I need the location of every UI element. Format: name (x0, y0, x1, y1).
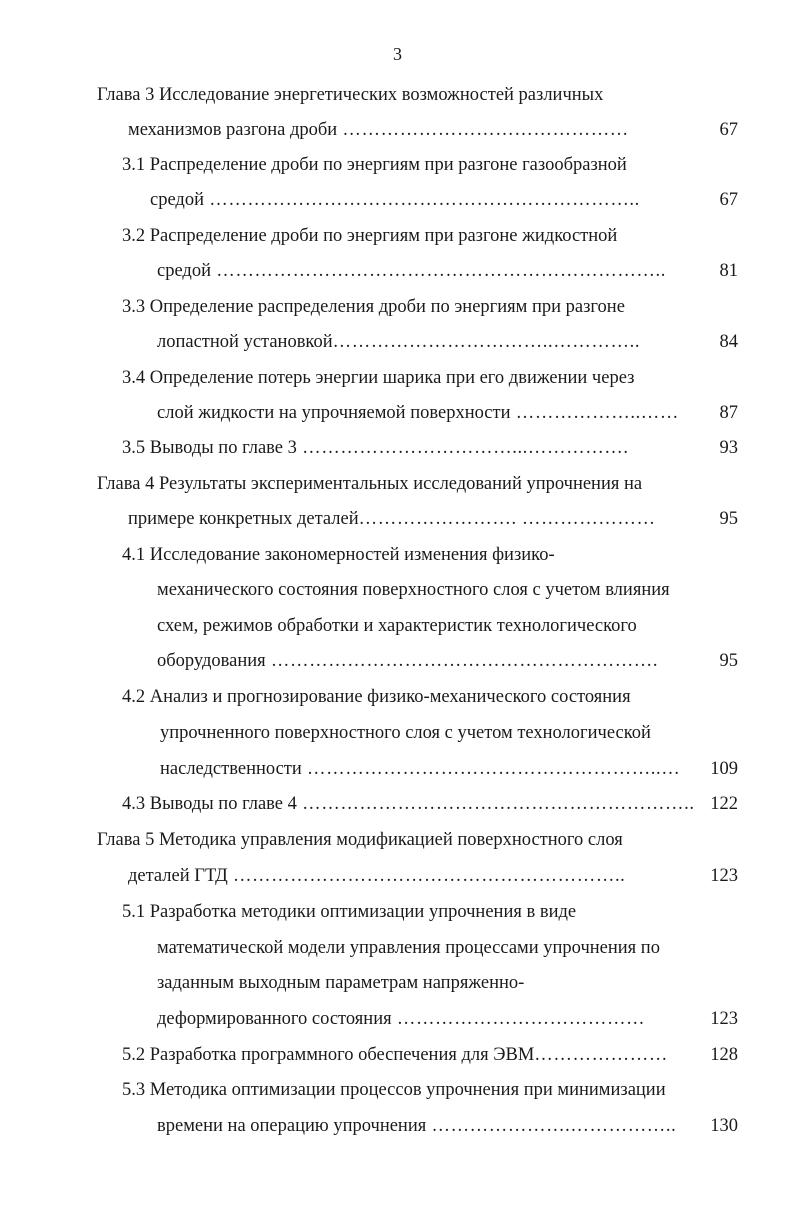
toc-leader-dots: ………………………………… (391, 1009, 646, 1029)
toc-entry-continuation (157, 259, 666, 283)
toc-entry-continuation (160, 757, 680, 781)
toc-leader-dots: …………………………………………………………….. (211, 261, 666, 281)
toc-entry-title (122, 224, 617, 248)
toc-entry-text: Глава 4 Результаты экспериментальных исследований упрочнения на (97, 474, 643, 494)
toc-entry-text: 3.1 Распределение дроби по энергиям при разгоне газообразной (122, 155, 627, 175)
toc-entry-continuation (157, 614, 637, 638)
toc-entry-title (122, 543, 555, 567)
toc-entry-text: схем, режимов обработки и характеристик технологического (157, 616, 637, 636)
toc-entry-text: 5.3 Методика оптимизации процессов упрочнения при минимизации (122, 1080, 666, 1100)
toc-entry-title (97, 828, 623, 852)
toc-leader-dots: ……………………………...……………. (296, 438, 629, 458)
toc-entry-text: математической модели управления процессами упрочнения по (157, 938, 660, 958)
toc-entry-text: деформированного состояния (157, 1009, 392, 1029)
toc-entry-text: 3.3 Определение распределения дроби по энергиям при разгоне (122, 297, 625, 317)
toc-entry-title (122, 685, 631, 709)
toc-entry-continuation (128, 507, 656, 531)
toc-entry-continuation (157, 401, 679, 425)
toc-leader-dots: ………………….…………….. (426, 1116, 677, 1136)
toc-leader-dots: ………………… (534, 1045, 668, 1065)
toc-page-number: 95 (719, 509, 738, 529)
toc-entry-continuation (157, 330, 640, 354)
toc-entry-title (122, 1043, 668, 1067)
toc-entry-continuation (150, 188, 640, 212)
toc-page-number: 123 (710, 1009, 738, 1029)
toc-entry-text: механического состояния поверхностного слоя с учетом влияния (157, 580, 670, 600)
toc-entry-text: 3.4 Определение потерь энергии шарика при его движении через (122, 368, 635, 388)
toc-entry-continuation (157, 1114, 676, 1138)
toc-entry-title (122, 900, 576, 924)
toc-entry-text: 3.5 Выводы по главе 3 (122, 438, 297, 458)
toc-page-number: 123 (710, 866, 738, 886)
toc-entry-continuation (160, 721, 651, 745)
toc-entry-text: Глава 5 Методика управления модификацией поверхностного слоя (97, 830, 623, 850)
toc-entry-text: деталей ГТД (128, 866, 228, 886)
toc-entry-continuation (128, 118, 629, 142)
toc-entry-continuation (128, 864, 625, 888)
toc-entry-text: упрочненного поверхностного слоя с учетом технологической (160, 723, 651, 743)
toc-entry-title (122, 366, 634, 390)
page-number: 3 (393, 44, 402, 64)
toc-entry-title (122, 1078, 666, 1102)
toc-entry-continuation (157, 971, 524, 995)
toc-page-number: 95 (719, 651, 738, 671)
toc-entry-text: средой (150, 190, 204, 210)
toc-entry-text: 4.3 Выводы по главе 4 (122, 794, 297, 814)
toc-entry-title (122, 295, 625, 319)
toc-page-number: 81 (719, 261, 738, 281)
toc-entry-title (97, 83, 603, 107)
toc-entry-text: 5.1 Разработка методики оптимизации упрочнения в виде (122, 902, 577, 922)
toc-entry-title (97, 472, 642, 496)
toc-entry-text: 5.2 Разработка программного обеспечения для ЭВМ (122, 1045, 535, 1065)
toc-leader-dots: ……………………………..………….. (332, 332, 641, 352)
toc-entry-text: примере конкретных деталей (128, 509, 359, 529)
toc-page-number: 67 (719, 120, 738, 140)
toc-entry-text: времени на операцию упрочнения (157, 1116, 427, 1136)
toc-entry-text: Глава 3 Исследование энергетических возможностей различных (97, 85, 604, 105)
toc-page-number: 67 (719, 190, 738, 210)
toc-entry-text: слой жидкости на упрочняемой поверхности (157, 403, 511, 423)
toc-page-number: 109 (710, 759, 738, 779)
toc-entry-text: 4.1 Исследование закономерностей изменения физико- (122, 545, 555, 565)
toc-leader-dots: ……………………………………………………. (265, 651, 659, 671)
toc-page-number: 93 (719, 438, 738, 458)
toc-entry-text: оборудования (157, 651, 266, 671)
toc-page-number: 128 (710, 1045, 738, 1065)
toc-entry-text: 3.2 Распределение дроби по энергиям при разгоне жидкостной (122, 226, 618, 246)
toc-entry-continuation (157, 649, 658, 673)
toc-entry-text: заданным выходным параметрам напряженно- (157, 973, 525, 993)
toc-entry-title (122, 153, 627, 177)
toc-entry-continuation (157, 578, 670, 602)
toc-leader-dots: …………………………………………………….. (296, 794, 695, 814)
toc-leader-dots: ……………………………………… (337, 120, 629, 140)
toc-leader-dots: ……………………. ………………… (358, 509, 656, 529)
toc-entry-continuation (157, 1007, 645, 1031)
toc-page-number: 130 (710, 1116, 738, 1136)
toc-leader-dots: ………………………………………………..… (301, 759, 681, 779)
toc-entry-text: наследственности (160, 759, 302, 779)
toc-leader-dots: ………………………………………………………….. (204, 190, 640, 210)
toc-page-number: 122 (710, 794, 738, 814)
toc-entry-text: механизмов разгона дроби (128, 120, 338, 140)
toc-page-number: 84 (719, 332, 738, 352)
toc-page-number: 87 (719, 403, 738, 423)
toc-entry-text: 4.2 Анализ и прогнозирование физико-механического состояния (122, 687, 631, 707)
toc-leader-dots: …………………………………………………….. (227, 866, 626, 886)
toc-entry-continuation (157, 936, 660, 960)
toc-entry-title (122, 436, 629, 460)
toc-leader-dots: ………………..…… (510, 403, 679, 423)
toc-entry-text: средой (157, 261, 211, 281)
toc-entry-title (122, 792, 695, 816)
toc-entry-text: лопастной установкой (157, 332, 333, 352)
